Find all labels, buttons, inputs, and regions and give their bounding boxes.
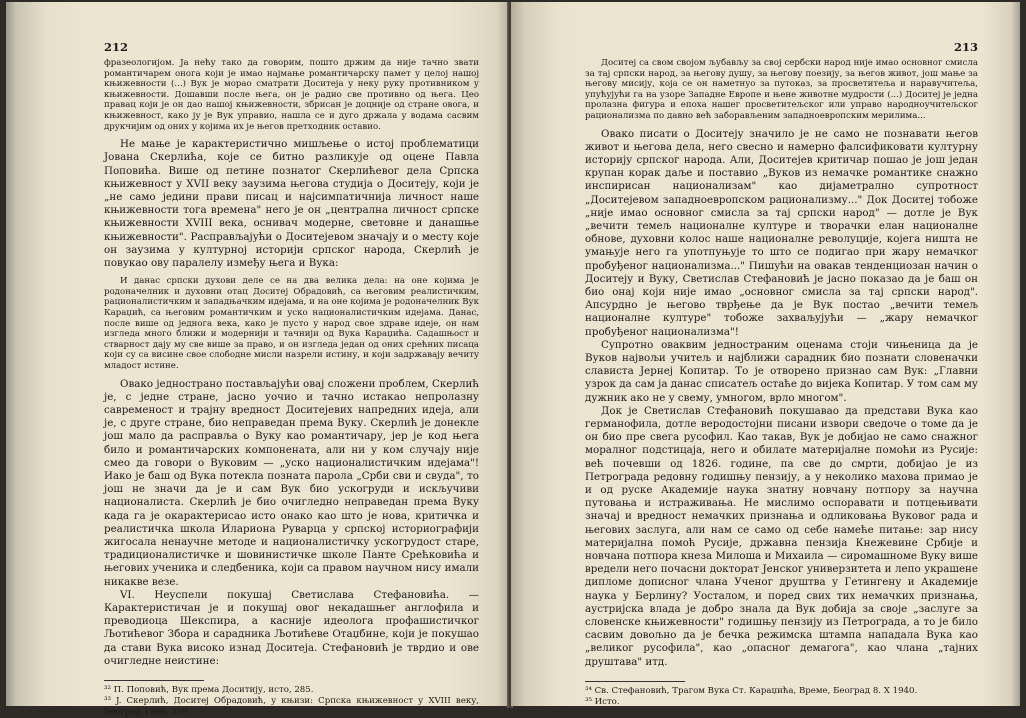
book-spread bbox=[6, 2, 1020, 717]
block-quote: Доситеј са свом својом љубављу за свој сербски народ није имао основног смисла за тај српски народ, за његову душу, за његову поезију, за његов живот, још мање за његову мисију, која се он наметнуо за путоказ, за просветитеља и наравучитеља, упућујући га на узоре Западне Европе и њене животне мудрости (...) Доситеј je једна пролазна фигура и епоха нашег просветитељског или управо народноучитељског рационализма по давно већ заборављеним западноевропским мерилима... bbox=[585, 58, 978, 121]
body-paragraph: Овако једнострано постављајући овај сложени проблем, Скерлић je, с једне стране, јасно уочио и тачно истакао непролазну савременост и трајну вредност Доситејевих напредних идеја, али je, с друге стране, био неправедан према Вуку. Скерлић je донекле још мало да расправља о Вуку као романтичару, јер je код њега било и романтичарских компонената, али ни у ком случају није смео да говори о Вуковим — „уско националистичким идејама"! Иако je баш од Вука потекла позната парола „Срби сви и свуда", то још не значи да je и сам Вук био ускогруди и искључиви националиста. Скерлић je био очигледно неправедан према Вуку када га je окарактерисао исто онако као што je нова, критичка и реалистичка школа Илариона Руварца у српској историографији жигосала ненаучне методе и националистичку ускогрудост старе, традиционалистичке и шовинистичке школе Панте Срећковића и његових ученика и следбеника, који са правом научном нису имали никакве везе. bbox=[104, 377, 479, 588]
body-paragraph: Не мање je карактеристично мишљење о истој проблематици Јована Скерлића, које се битно разликује од оцене Павла Поповића. Више од петине познатог Скерлићевог дела Српска књижевност у XVII веку заузима његова студија о Доситеју, који je „не само једини прави писац и најсимпатичнија личност наше књижевности тога времена" него je он „централна личност српске књижевности XVIII века, оснивач модерне, световне и данашње књижевности". Расправљајући о Доситејевом значају и о месту које он заузима у културној историји српског народа, Скерлић je повукао ову паралелу између њега и Вука: bbox=[104, 138, 479, 269]
footnote: ³⁵ Исто. bbox=[585, 696, 620, 707]
right-page bbox=[511, 2, 1020, 706]
page-number: 212 bbox=[104, 40, 129, 54]
footnote-rule bbox=[585, 681, 685, 682]
body-paragraph: Док je Светислав Стефановић покушавао да представи Вука као германофила, дотле веродостојни писани извори сведоче о томе да je он био пре свега русофил. Као такав, Вук je добијао не само снажног моралног подстицаја, него и обилате материјалне помоћи из Русије: већ почевши од 1826. године, па све до смрти, добијао je из Петрограда редовну годишњу пензију, а у неколико махова примао je и од руске Академије наука знатну новчану потпору за научна путовања и истраживања. Не мислимо оспоравати и потцењивати значај и вредност немачких признања и одликовања Вуковог рада и његових заслуга, али нам се само од себе намеће питање: зар нису материјална помоћ Русије, државна пензија Кнежевине Србије и новчана потпора кнеза Милоша и Михаила — сиромашноме Вуку више вредели него почасни докторат Јенског универзитета и лепо украшене дипломе дописног члана Ученог друштва у Гетингену и Академије наука у Берлину? Уосталом, и поред свих тих немачких признања, аустријска влада je добро знала да Вук добија за своје „заслуге за словенске књижевности" годишњу пензију из Петрограда, а то je било сасвим довољно да je бечка режимска штампа нападала Вука као „великог русофила", као „опасног демагога", као члана „тајних друштава" итд. bbox=[585, 404, 978, 668]
block-quote: фразеологијом. Ја нећу тако да говорим, пошто држим да није тачно звати романтичарем оногa који je имао најмање романтичарску памет у целој нашој књижевности (...) Вук je морао сматрати Доситеја у неку руку противником у књижевности. Дошавши после њега, он je радио све противно од њега. Цео правац који je он дао нашој књижевности, збрисан je доцније од стране овога, и књижевност, како jу je Вук управио, нашла се и дуго држала у водама сасвим друкчијим од оних у којима их je његов претходник оставио. bbox=[104, 58, 479, 132]
left-page bbox=[6, 2, 509, 717]
body-paragraph: Овако писати о Доситеју значило je не само не познавати његов живот и његова дела, него свесно и намерно фалсификовати културну историју српског народа. Али, Доситејев критичар пошао je још један крупан корак даље и поставио „Вуков из немачке романтике снажно инспирисан национализам" као дијаметрално супротност „Доситејевом западноевропском рационализму..." Док Доситеј тобоже „није имао основног смисла за тај српски народ" — дотле je Вук „вечити темељ националне културе и творачки елан националне обнове, духовни колос наше националне револуције, којега ништа не умањује него га употпуњује то што се подигао при жару немачког пробуђеног национализма..." Пишући на овакав тенденциозан начин о Доситеју и Вуку, Светислав Стефановић je јасно показао да je баш он био онај који није имао „основног смисла за тај српски народ". Апсурдно je његово тврђење да je Вук постао „вечити темељ националне културе" тобоже захваљујући — „жару немачког пробуђеног национализма"! bbox=[585, 127, 978, 338]
footnote: ³² П. Поповић, Вук према Доситију, исто, 285. bbox=[104, 685, 314, 695]
section-heading-paragraph: VI. Неуспели покушај Светислава Стефановића. — Карактеристичан je и покушај овог некадашњег англофила и преводиоца Шекспира, а касније идеолога профашистичког Љотићевог Збора и сарадника Љотићеве Отаџбине, који je покушао да стави Вука високо изнад Доситеја. Стефановић je тврдио и ове очигледне неистине: bbox=[104, 588, 479, 667]
footnote: ³³ J. Скерлић, Доситеј Обрадовић, у књизи: Српска књижевност у XVIII веку, Београд 1966, 359. bbox=[104, 696, 479, 717]
block-quote: И данас српски духови деле се на два велика дела: на оне којима je родоначелник и духовни отац Доситеј Обрадовић, са његовим реалистичким, рационалистичким и западњачким идејама, и на оне којима je родоначелник Вук Караџић, са његовим романтичким и уско националистичким идејама. Данас, после више од једнога века, како je пусто у народ свое здраве идеје, он нам изгледа много ближи и модернији и тачнији од Вука Караџића. Садашњост и стварност дају му све више за право, и он изгледа један од оних срећних писаца који су са висине свое слободне мисли назрели истину, и који задржавају вечиту младост истине. bbox=[104, 276, 479, 371]
footnote: ³⁴ Св. Стефановић, Трагом Вука Ст. Караџића, Време, Београд 8. X 1940. bbox=[585, 685, 918, 696]
page-number: 213 bbox=[953, 40, 978, 54]
body-paragraph: Супротно оваквим једностраним оценама стоји чињеница да je Вуков највољи учитељ и најближи сарадник био познати словеначки слависта Јернеј Копитар. То je отворено признао сам Вук: „Главни узрок да сам ја данас списатељ остаће до вијека Копитар. У том сам му дужник ако не у свему, умногом, врло многом". bbox=[585, 338, 978, 404]
footnote-rule bbox=[104, 680, 204, 681]
